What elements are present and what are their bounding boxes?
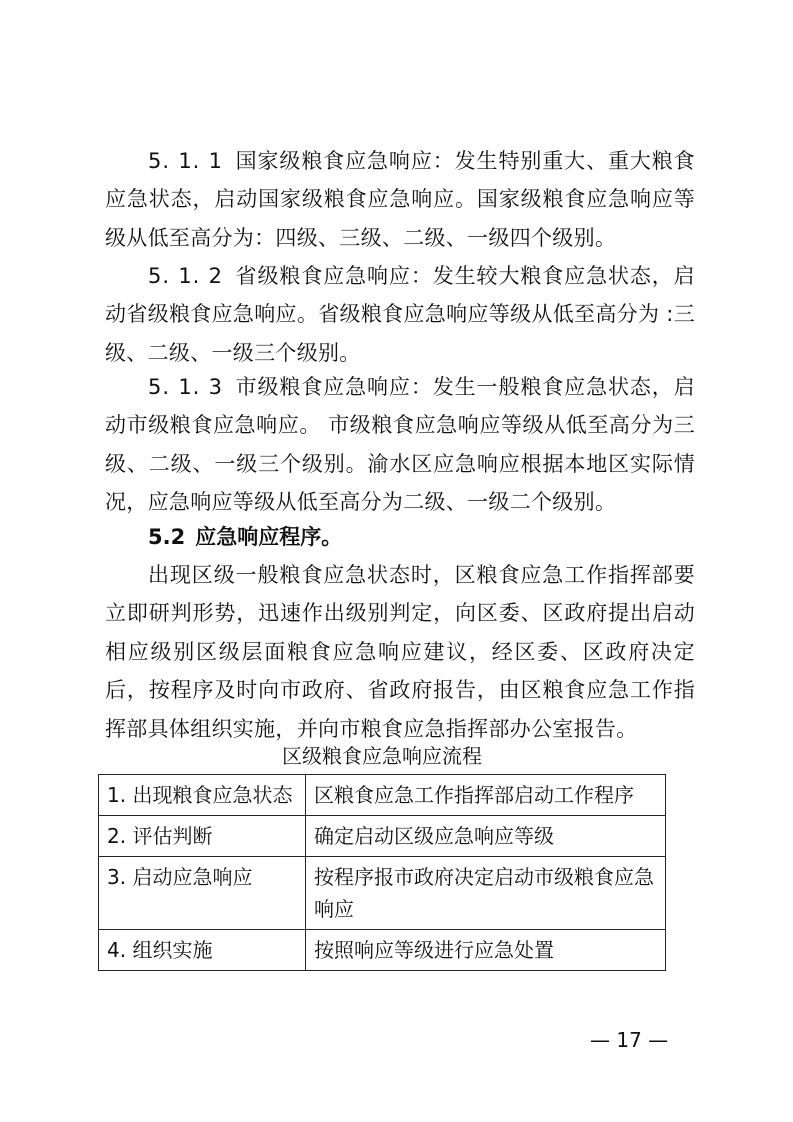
action-cell: 确定启动区级应急响应等级 — [306, 816, 666, 857]
action-cell: 按程序报市政府决定启动市级粮食应急响应 — [306, 857, 666, 930]
action-cell: 按照响应等级进行应急处置 — [306, 930, 666, 971]
table-row — [99, 930, 666, 971]
clause-text: 市级粮食应急响应：发生一般粮食应急状态，启动市级粮食应急响应。 市级粮食应急响应等级从低至高分为三级、二级、一级三个级别。渝水区应急响应根据本地区实际情况，应急响应等级从低至高分为二级、一级二个级别。 — [105, 375, 695, 515]
section-number: 5.2 — [148, 525, 186, 549]
page-number: — 17 — — [590, 1028, 669, 1052]
step-cell: 1. 出现粮食应急状态 — [99, 775, 306, 816]
procedure-paragraph — [105, 556, 695, 748]
clause-number: 5. 1. 3 — [148, 375, 223, 399]
response-flow-table — [98, 774, 666, 971]
section-heading-5-2 — [105, 518, 695, 556]
clause-number: 5. 1. 2 — [148, 264, 223, 288]
step-cell: 4. 组织实施 — [99, 930, 306, 971]
procedure-text: 出现区级一般粮食应急状态时，区粮食应急工作指挥部要立即研判形势，迅速作出级别判定，向区委、区政府提出启动相应级别区级层面粮食应急响应建议，经区委、区政府决定后，按程序及时向市政府、省政府报告，由区粮食应急工作指挥部具体组织实施，并向市粮食应急指挥部办公室报告。 — [105, 563, 695, 741]
clause-text: 省级粮食应急响应：发生较大粮食应急状态，启动省级粮食应急响应。省级粮食应急响应等级从低至高分为 :三级、二级、一级三个级别。 — [105, 264, 695, 365]
table-row — [99, 816, 666, 857]
section-title: 应急响应程序。 — [195, 525, 343, 549]
table-caption: 区级粮食应急响应流程 — [282, 744, 482, 768]
action-cell: 区粮食应急工作指挥部启动工作程序 — [306, 775, 666, 816]
paragraph-5-1-2 — [105, 257, 695, 372]
paragraph-5-1-1 — [105, 142, 695, 257]
step-cell: 2. 评估判断 — [99, 816, 306, 857]
table-row — [99, 857, 666, 930]
paragraph-5-1-3 — [105, 368, 695, 522]
table-row — [99, 775, 666, 816]
clause-number: 5. 1. 1 — [148, 149, 223, 173]
step-cell: 3. 启动应急响应 — [99, 857, 306, 930]
clause-text: 国家级粮食应急响应：发生特别重大、重大粮食应急状态，启动国家级粮食应急响应。国家级粮食应急响应等级从低至高分为：四级、三级、二级、一级四个级别。 — [105, 149, 695, 250]
